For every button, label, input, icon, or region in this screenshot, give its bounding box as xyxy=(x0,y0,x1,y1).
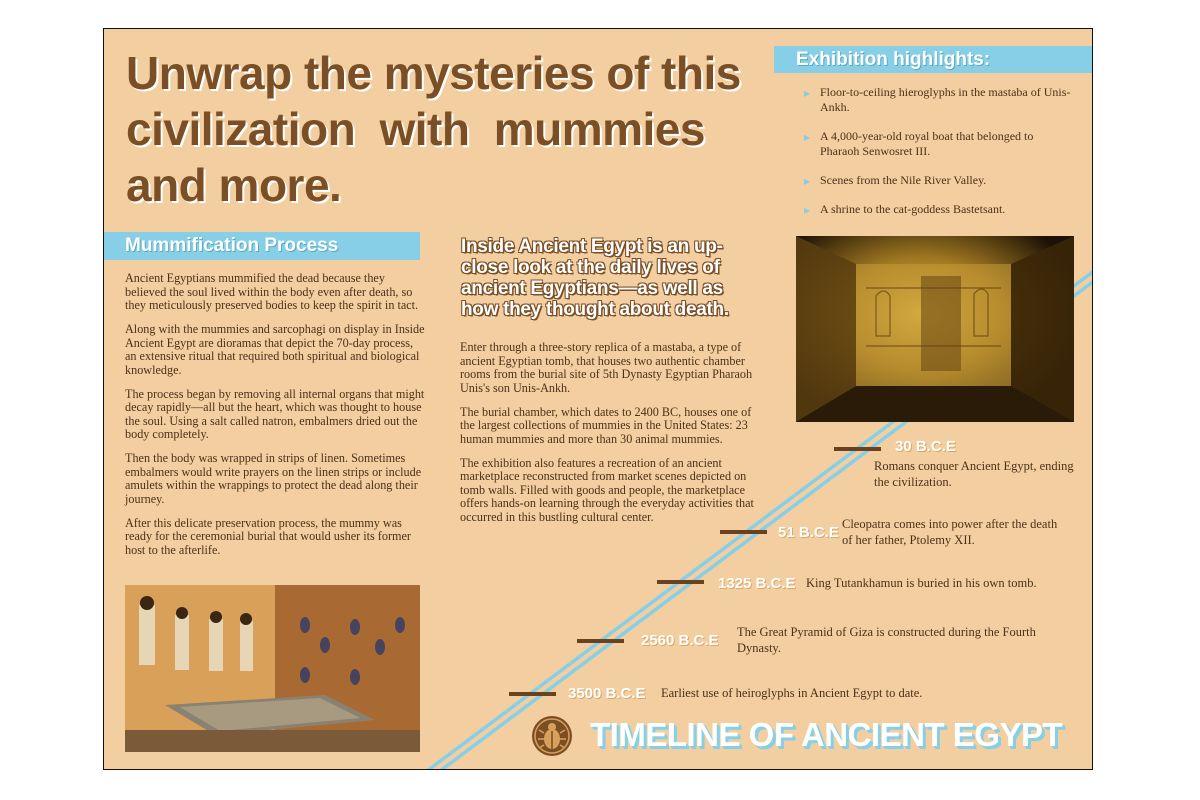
highlights-title: Exhibition highlights: xyxy=(774,46,1093,73)
inside-egypt-text xyxy=(460,341,760,535)
tomb-chamber-photo xyxy=(796,236,1074,422)
timeline-date: 3500 B.C.E xyxy=(568,685,646,702)
paragraph: Enter through a three-story replica of a mastaba, a type of ancient Egyptian tomb, that houses two authentic chamber rooms from the burial site of 5th Dynasty Egyptian Pharaoh Unis's son Unis-Ankh. xyxy=(460,340,753,395)
timeline-marker xyxy=(834,447,881,451)
headline-line-3: and more. xyxy=(126,159,342,211)
paragraph: Along with the mummies and sarcophagi on display in Inside Ancient Egypt are dioramas that depict the 70-day process, an extensive ritual that required both spiritual and biological knowledge. xyxy=(125,322,425,377)
timeline-marker xyxy=(720,530,767,534)
mummification-text xyxy=(125,272,425,568)
scarab-icon xyxy=(531,715,573,757)
headline-line-2: civilization with mummies xyxy=(126,103,705,155)
page-headline xyxy=(126,45,766,213)
highlights-list xyxy=(804,85,1074,231)
timeline-marker xyxy=(657,580,704,584)
list-item: ▶ Scenes from the Nile River Valley. xyxy=(804,173,1074,188)
paragraph: The process began by removing all internal organs that might decay rapidly—all but the heart, which was thought to house the soul. Using a salt called natron, embalmers dried out the body completely. xyxy=(125,386,425,441)
inside-egypt-heading: Inside Ancient Egypt is an up-close look at the daily lives of ancient Egyptians—as well as how they thought about death. xyxy=(461,236,729,320)
headline-line-1: Unwrap the mysteries of this xyxy=(126,47,741,99)
exhibit-poster xyxy=(103,28,1093,770)
list-item: ▶ Floor-to-ceiling hieroglyphs in the mastaba of Unis-Ankh. xyxy=(804,85,1074,115)
timeline-description: King Tutankhamun is buried in his own tomb. xyxy=(806,576,1037,590)
timeline-title: TIMELINE OF ANCIENT EGYPT xyxy=(590,716,1063,753)
paragraph: After this delicate preservation process, the mummy was ready for the ceremonial burial that would usher its former host to the afterlife. xyxy=(125,515,411,557)
list-item: ▶ A 4,000-year-old royal boat that belonged to Pharaoh Senwosret III. xyxy=(804,129,1074,159)
paragraph: The burial chamber, which dates to 2400 BC, houses one of the largest collections of mummies in the United States: 23 human mummies and more than 30 animal mummies. xyxy=(460,404,752,446)
paragraph: Then the body was wrapped in strips of linen. Sometimes embalmers would write prayers on the linen strips or include amulets within the wrappings to protect the dead along their journey. xyxy=(125,451,422,506)
timeline-description: Cleopatra comes into power after the death of her father, Ptolemy XII. xyxy=(842,517,1058,547)
timeline-date: 51 B.C.E xyxy=(778,524,839,541)
timeline-marker xyxy=(509,692,556,696)
timeline-marker xyxy=(577,639,624,643)
mummification-title: Mummification Process xyxy=(104,232,420,260)
paragraph: Ancient Egyptians mummified the dead because they believed the soul lived within the body even after death, so they meticulously preserved bodies to keep the spirit in tact. xyxy=(125,271,419,312)
timeline-description: Romans conquer Ancient Egypt, ending the civilization. xyxy=(874,459,1074,489)
tomb-wall-photo xyxy=(125,585,420,752)
timeline-date: 30 B.C.E xyxy=(895,438,956,455)
timeline-date: 1325 B.C.E xyxy=(718,575,796,592)
timeline-description: The Great Pyramid of Giza is constructed during the Fourth Dynasty. xyxy=(737,625,1036,655)
timeline-date: 2560 B.C.E xyxy=(641,632,719,649)
paragraph: The exhibition also features a recreation of an ancient marketplace reconstructed from market scenes depicted on tomb walls. Filled with goods and people, the marketplace offers hands-on learning through the everyday activities that occurred in this bustling cultural center. xyxy=(460,455,754,524)
list-item: ▶ A shrine to the cat-goddess Bastetsant. xyxy=(804,202,1074,217)
timeline-description: Earliest use of heiroglyphs in Ancient Egypt to date. xyxy=(661,686,923,700)
